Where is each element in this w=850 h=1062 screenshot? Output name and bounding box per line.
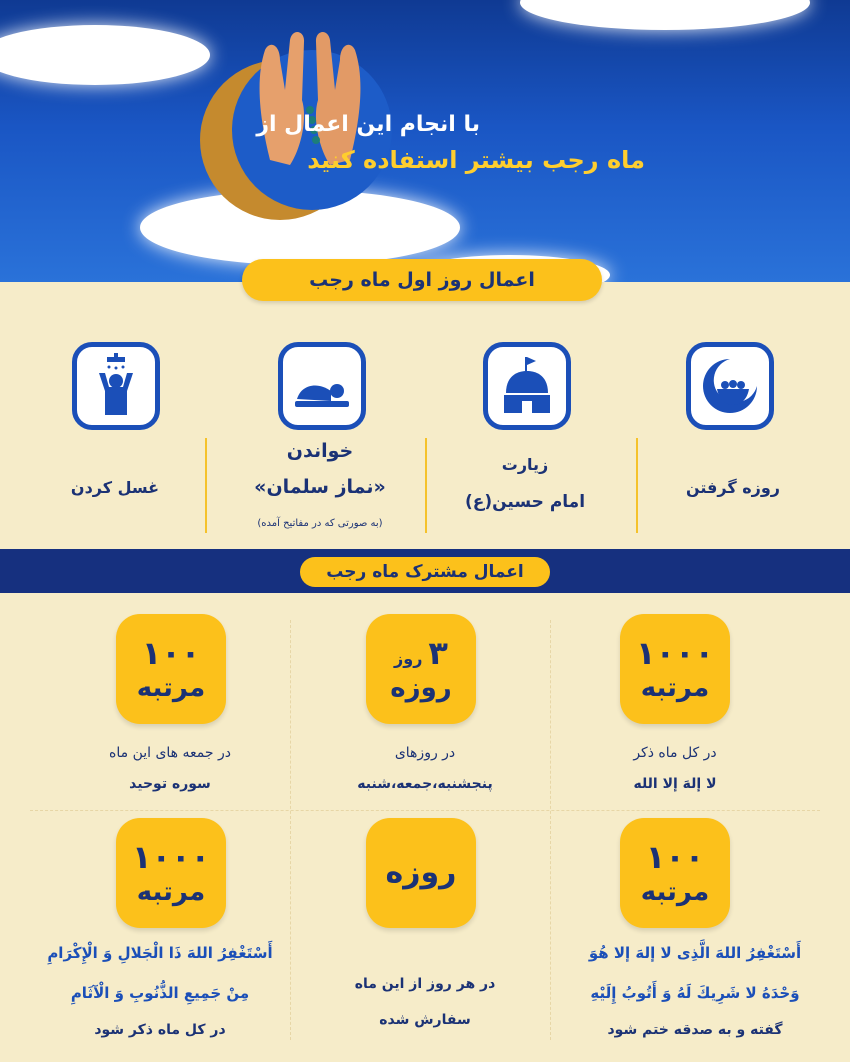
card6-arabic2: مِنْ جَمِیعِ الذُّنُوبِ وَ الْآثَامِ [70,984,250,1002]
badge-1000-times-istighfar: ۱۰۰۰ مرتبه [116,818,226,928]
activity-ziyarat-line1: زیارت [501,455,549,474]
shared-heading: اعمال مشترک ماه رجب [300,557,550,587]
divider [205,438,207,533]
badge-3-day-fast: ۳ روز روزه [366,614,476,724]
header-title-line1: با انجام این اعمال از [256,112,480,137]
divider [636,438,638,533]
card4-arabic2: وَحْدَهُ لا شَرِیكَ لَهُ وَ أَتُوبُ إِلَیْهِ [590,984,800,1002]
cloud [520,0,810,30]
card6-caption: در کل ماه ذکر شود [94,1022,226,1038]
header-title-line2: ماه رجب بیشتر استفاده کنید [307,146,645,174]
header-banner [0,0,850,282]
card4-caption: گفته و به صدقه ختم شود [607,1022,783,1038]
badge-100-times: ۱۰۰ مرتبه [116,614,226,724]
card2-caption2: پنجشنبه،جمعه،شنبه [357,776,493,792]
card1-caption1: در کل ماه ذکر [633,745,717,761]
card1-caption2: لا إلهَ إلا الله [633,776,717,792]
prayer-prostration-icon [278,342,366,430]
shrine-dome-icon [483,342,571,430]
card3-caption2: سوره توحید [129,776,211,792]
first-day-heading: اعمال روز اول ماه رجب [242,259,602,301]
activity-fasting-label: روزه گرفتن [685,478,781,497]
badge-100-times-istighfar: ۱۰۰ مرتبه [620,818,730,928]
divider [425,438,427,533]
badge-fast: روزه [366,818,476,928]
activity-salman-note: (به صورتی که در مفاتیح آمده) [257,518,383,529]
fasting-bowl-moon-icon [686,342,774,430]
card2-caption1: در روزهای [394,745,456,761]
card3-caption1: در جمعه های این ماه [109,745,231,761]
activity-salman-line2: «نماز سلمان» [254,476,386,498]
activity-ghusl-label: غسل کردن [70,478,160,497]
card5-caption2: سفارش شده [379,1012,471,1028]
card4-arabic1: أَسْتَغْفِرُ اللهَ الَّذِی لا إلهَ إلا هُوَ [588,944,802,962]
cloud [0,25,210,85]
activity-salman-line1: خواندن [286,440,354,462]
card5-caption1: در هر روز از این ماه [354,976,496,992]
badge-1000-times: ۱۰۰۰ مرتبه [620,614,730,724]
shower-person-icon [72,342,160,430]
activity-ziyarat-line2: امام حسین(ع) [464,492,586,512]
card6-arabic1: أَسْتَغْفِرُ اللهَ ذَا الْجَلالِ وَ الْإِكْرَامِ [47,944,273,962]
